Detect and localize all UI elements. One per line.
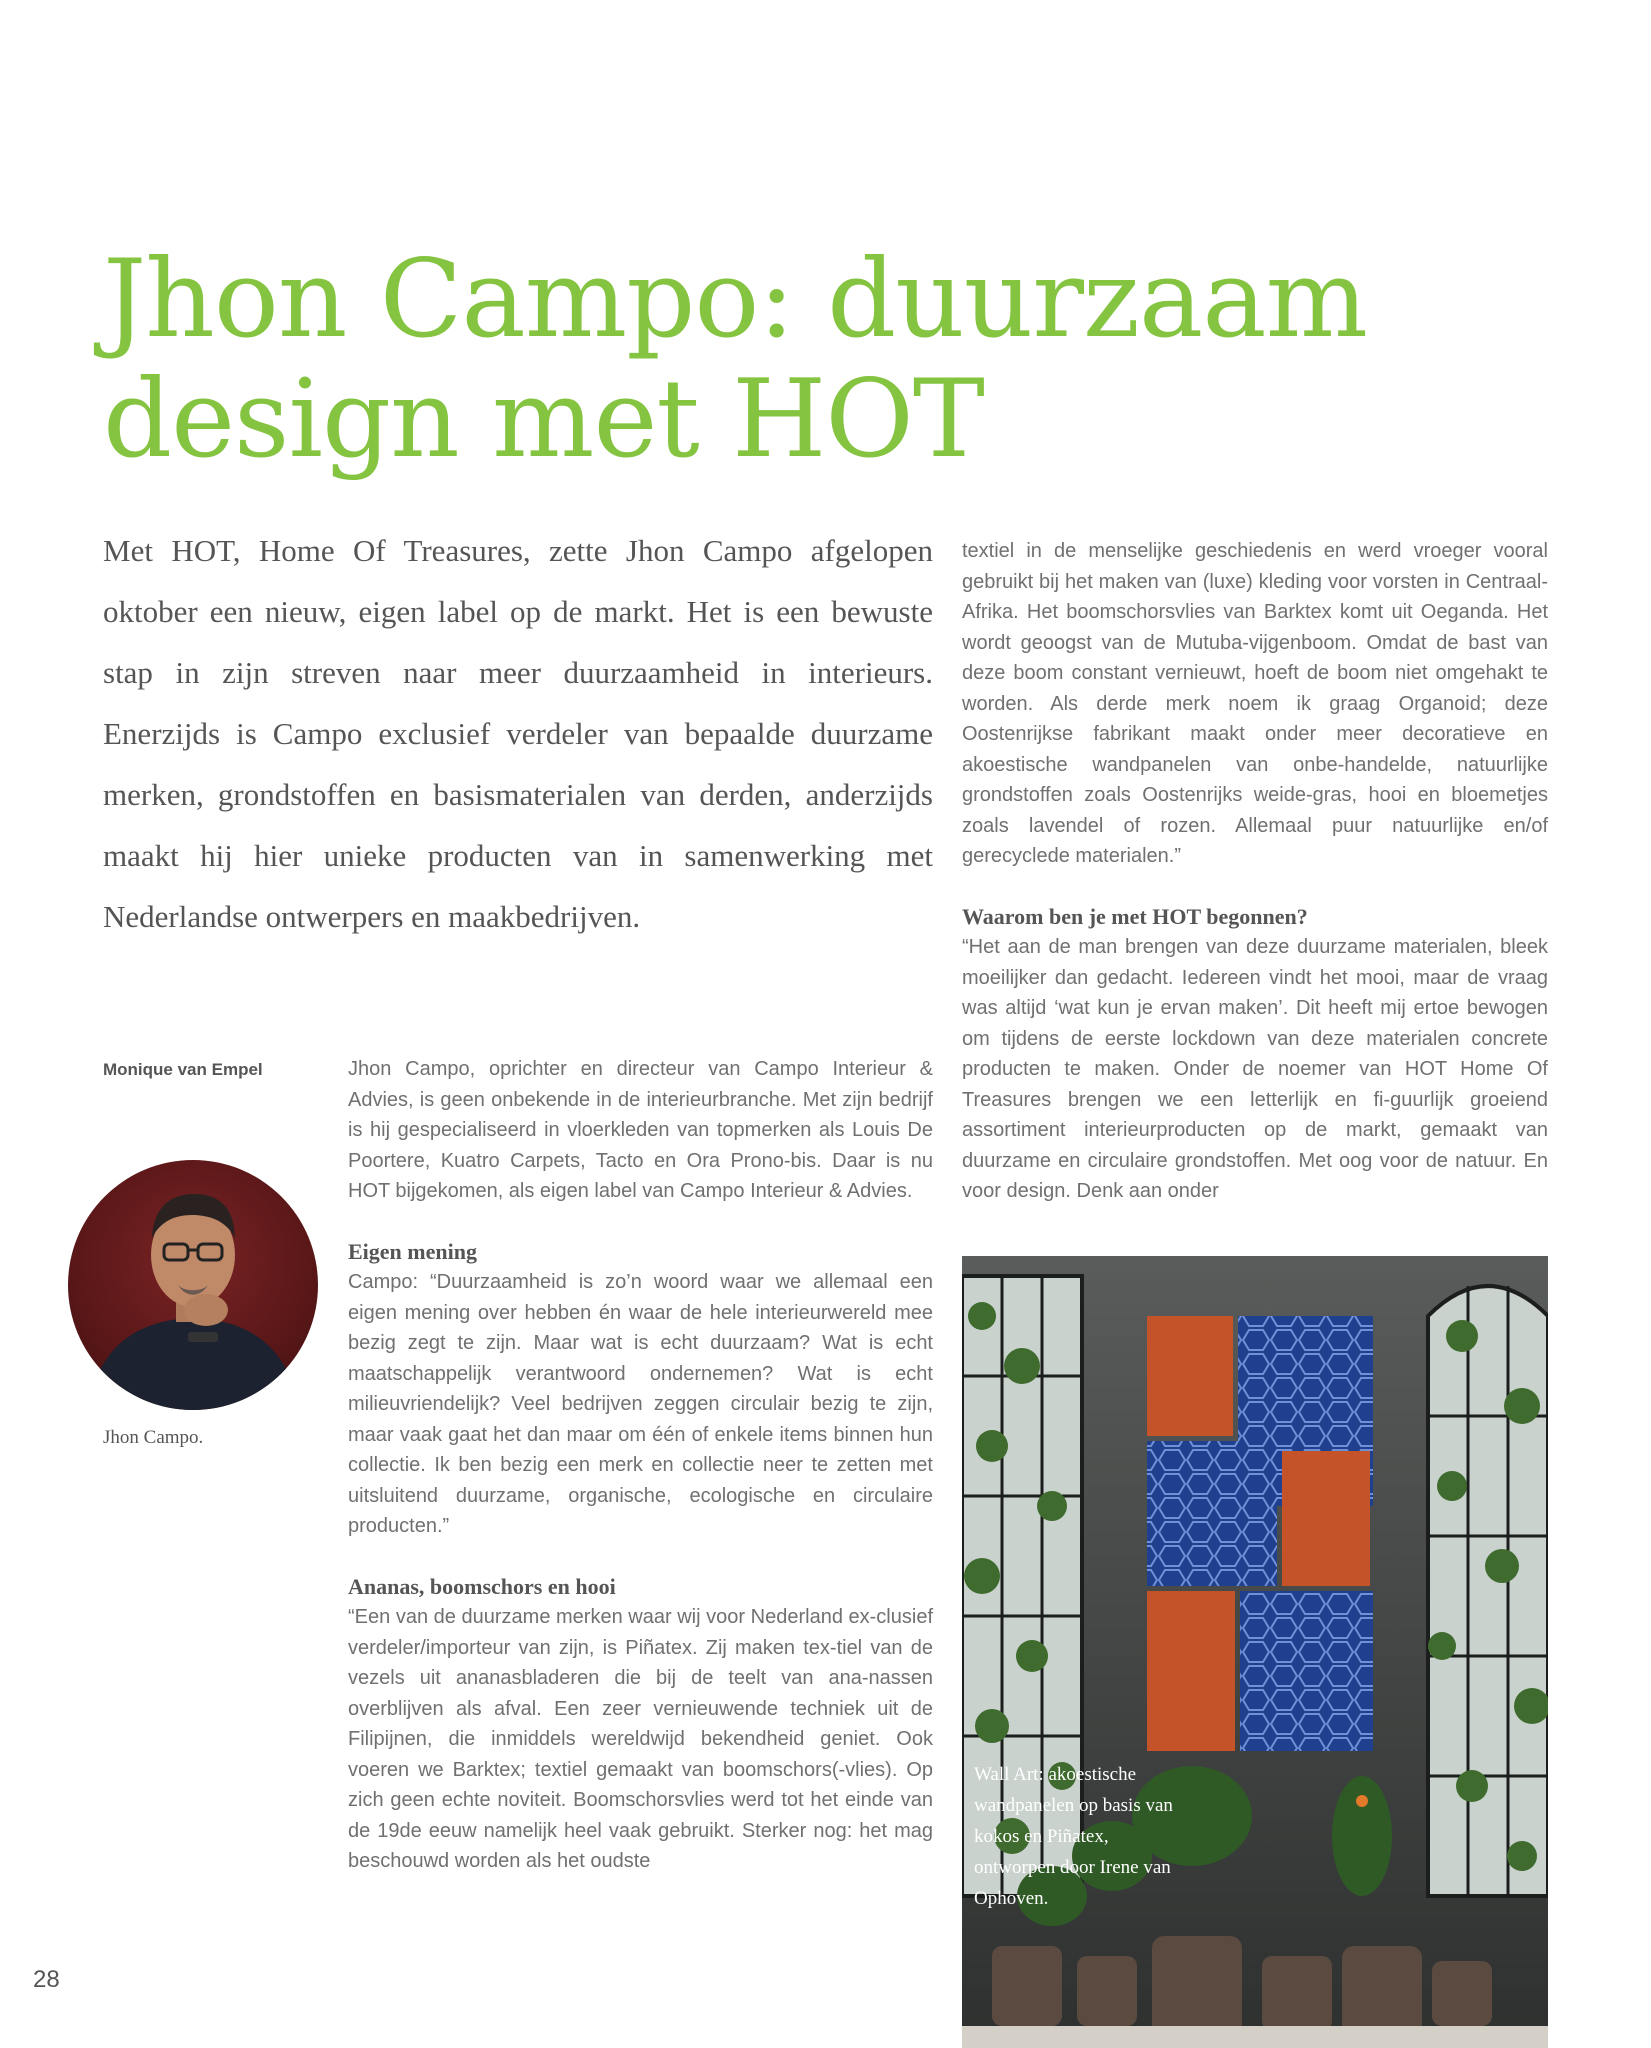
article-title-line-1: Jhon Campo: duurzaam <box>103 237 1368 362</box>
article-title <box>103 237 1503 482</box>
art-caption: Wall Art: akoestische wandpanelen op basis van kokos en Piñatex, ontworpen door Irene van Ophoven. <box>974 1764 1173 1909</box>
body-paragraph: “Een van de duurzame merken waar wij voor Nederland ex-clusief verdeler/importeur van zijn, is Piñatex. Zij maken tex-tiel van de vezels uit ananasbladeren die bij de teelt van ana-nassen overblijven als afval. Een zeer vernieuwende techniek uit de Filipijnen, die inmiddels wereldwijd bekendheid geniet. Ook voeren we Barktex; textiel gemaakt van boomschors(-vlies). Op zich geen echte noviteit. Boomschorsvlies werd tot het einde van de 19de eeuw namelijk heel vaak gebruikt. Sterker nog: het mag beschouwd worden als het oudste <box>348 1606 933 1872</box>
body-paragraph: Jhon Campo, oprichter en directeur van Campo Interieur & Advies, is geen onbekende in de interieurbranche. Met zijn bedrijf is hij gespecialiseerd in vloerkleden van topmerken als Louis De Poortere, Kuatro Carpets, Tacto en Ora Prono-bis. Daar is nu HOT bijgekomen, als eigen label van Campo Interieur & Advies. <box>348 1058 933 1202</box>
section-heading: Waarom ben je met HOT begonnen? <box>962 903 1308 929</box>
body-paragraph: textiel in de menselijke geschiedenis en werd vroeger vooral gebruikt bij het maken van (luxe) kleding voor vorsten in Centraal-Afrika. Het boomschorsvlies van Barktex komt uit Oeganda. Het wordt geoogst van de Mutuba-vijgenboom. Omdat de bast van deze boom constant vernieuwt, hoeft de boom niet omgehakt te worden. Als derde merk noem ik graag Organoid; deze Oostenrijkse fabrikant maakt onder meer decoratieve en akoestische wandpanelen van onbe-handelde, natuurlijke grondstoffen zoals Oostenrijks weide-gras, hooi en bloemetjes zoals lavendel of rozen. Allemaal puur natuurlijke en/of gerecyclede materialen.” <box>962 540 1548 867</box>
body-paragraph: Campo: “Duurzaamheid is zo’n woord waar we allemaal een eigen mening over hebben én waar de hele interieurwereld mee bezig zegt te zijn. Maar wat is echt duurzaam? Wat is echt maatschappelijk verantwoord ondernemen? Wat is echt milieuvriendelijk? Veel bedrijven zeggen circulair bezig te zijn, maar vaak gaat het dan maar om één of enkele items binnen hun collectie. Ik ben bezig een merk en collectie neer te zetten met uitsluitend duurzame, organische, ecologische en circulaire producten.” <box>348 1271 933 1537</box>
article-column-3 <box>962 536 1548 1207</box>
author-byline: Monique van Empel <box>103 1060 263 1079</box>
wall-art-illustration <box>962 1256 1548 2048</box>
article-title-line-2: design met HOT <box>103 357 984 482</box>
portrait-caption: Jhon Campo. <box>103 1427 204 1448</box>
section-heading: Ananas, boomschors en hooi <box>348 1573 616 1599</box>
article-column-2 <box>348 1054 933 1877</box>
wall-art-photo <box>962 1256 1548 2048</box>
section-heading: Eigen mening <box>348 1238 477 1264</box>
intro-paragraph: Met HOT, Home Of Treasures, zette Jhon Campo afgelopen oktober een nieuw, eigen label op de markt. Het is een bewuste stap in zijn streven naar meer duurzaamheid in interieurs. Enerzijds is Campo exclusief verdeler van bepaalde duurzame merken, grondstoffen en basismaterialen van derden, anderzijds maakt hij hier unieke producten van in samenwerking met Nederlandse ontwerpers en maakbedrijven. <box>103 533 933 934</box>
author-portrait <box>68 1160 318 1410</box>
page-number: 28 <box>33 1966 60 1993</box>
body-paragraph: “Het aan de man brengen van deze duurzame materialen, bleek moeilijker dan gedacht. Iedereen vindt het mooi, maar de vraag was altijd ‘wat kun je ervan maken’. Dit heeft mij ertoe bewogen om tijdens de eerste lockdown van deze materialen concrete producten te maken. Onder de noemer van HOT Home Of Treasures brengen we een letterlijk en fi-guurlijk groeiend assortiment interieurproducten op de markt, gemaakt van duurzame en circulaire grondstoffen. Met oog voor de natuur. En voor design. Denk aan onder <box>962 936 1548 1202</box>
portrait-illustration <box>68 1160 318 1410</box>
